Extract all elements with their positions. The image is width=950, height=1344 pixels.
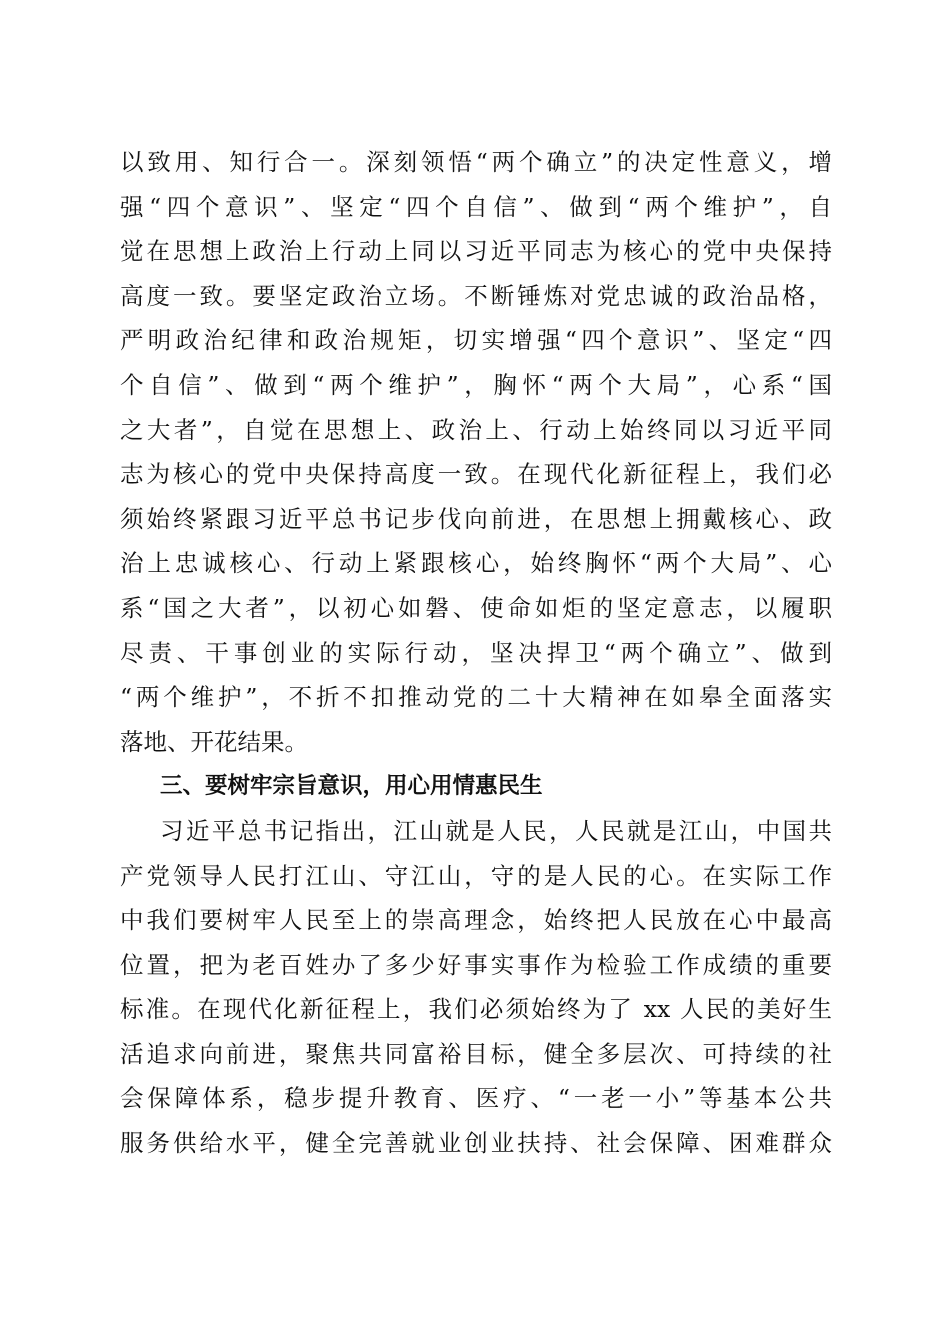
text-line: 觉在思想上政治上行动上同以习近平同志为核心的党中央保持 <box>120 237 832 266</box>
text-line: 习近平总书记指出，江山就是人民，人民就是江山，中国共 <box>160 816 832 845</box>
text-line: 治上忠诚核心、行动上紧跟核心，始终胸怀“两个大局”、心 <box>120 549 832 578</box>
text-line: 个自信”、做到“两个维护”，胸怀“两个大局”，心系“国 <box>120 370 832 399</box>
text-line: “两个维护”，不折不扣推动党的二十大精神在如皋全面落实 <box>120 683 832 712</box>
text-line: 服务供给水平，健全完善就业创业扶持、社会保障、困难群众 <box>120 1129 832 1158</box>
text-line: 志为核心的党中央保持高度一致。在现代化新征程上，我们必 <box>120 460 832 489</box>
text-line: 严明政治纪律和政治规矩，切实增强“四个意识”、坚定“四 <box>120 326 832 355</box>
text-line: 须始终紧跟习近平总书记步伐向前进，在思想上拥戴核心、政 <box>120 504 832 533</box>
text-line: 位置，把为老百姓办了多少好事实事作为检验工作成绩的重要 <box>120 950 832 979</box>
text-line: 系“国之大者”，以初心如磐、使命如炬的坚定意志，以履职 <box>120 593 832 622</box>
document-body <box>120 140 832 1166</box>
text-line: 会保障体系，稳步提升教育、医疗、“一老一小”等基本公共 <box>120 1084 832 1113</box>
text-line: 强“四个意识”、坚定“四个自信”、做到“两个维护”，自 <box>120 192 832 221</box>
text-line: 标准。在现代化新征程上，我们必须始终为了 xx 人民的美好生 <box>120 995 832 1024</box>
text-line: 产党领导人民打江山、守江山，守的是人民的心。在实际工作 <box>120 861 832 890</box>
paragraph-1 <box>120 140 832 764</box>
text-line: 之大者”，自觉在思想上、政治上、行动上始终同以习近平同 <box>120 415 832 444</box>
text-line: 尽责、干事创业的实际行动，坚决捍卫“两个确立”、做到 <box>120 638 832 667</box>
text-line: 落地、开花结果。 <box>120 727 308 756</box>
text-line: 中我们要树牢人民至上的崇高理念，始终把人民放在心中最高 <box>120 906 832 935</box>
text-line: 高度一致。要坚定政治立场。不断锤炼对党忠诚的政治品格， <box>120 281 832 310</box>
text-line: 以致用、知行合一。深刻领悟“两个确立”的决定性意义，增 <box>120 148 832 176</box>
section-heading: 三、要树牢宗旨意识，用心用情惠民生 <box>160 773 543 800</box>
paragraph-2 <box>120 809 832 1166</box>
text-line: 活追求向前进，聚焦共同富裕目标，健全多层次、可持续的社 <box>120 1039 832 1068</box>
